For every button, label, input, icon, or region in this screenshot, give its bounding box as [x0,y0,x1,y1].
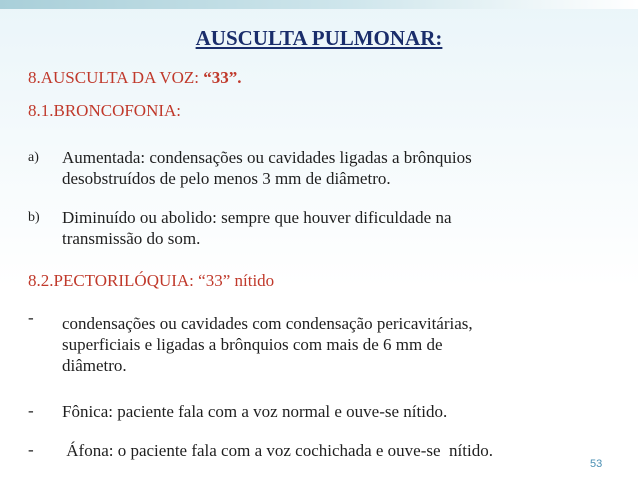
item-b-text [62,207,452,249]
slide-title: AUSCULTA PULMONAR: [195,26,443,50]
dash-item-1-text [62,313,473,376]
top-accent-bar [0,0,638,9]
dash-item-1-line-1: condensações ou cavidades com condensação pericavitárias, [62,314,473,333]
item-b-marker: b) [28,210,40,225]
item-a-line-1: Aumentada: condensações ou cavidades ligadas a brônquios [62,148,472,167]
dash-item-3-text: Áfona: o paciente fala com a voz cochichada e ouve-se nítido. [62,441,493,460]
page-number: 53 [590,458,603,470]
section-8-1-heading: 8.1.BRONCOFONIA: [28,101,182,120]
section-8-value: “33”. [203,68,242,87]
dash-item-2-marker: - [28,401,34,420]
item-a-line-2: desobstruídos de pelo menos 3 mm de diâmetro. [62,169,391,188]
item-a-text [62,147,472,189]
dash-item-1-line-3: diâmetro. [62,356,127,375]
section-8-heading [28,68,242,88]
item-a-marker: a) [28,150,39,165]
dash-item-1-marker: - [28,308,34,327]
dash-item-1-line-2: superficiais e ligadas a brônquios com mais de 6 mm de [62,335,443,354]
item-b-line-2: transmissão do som. [62,229,201,248]
section-8-label: 8.AUSCULTA DA VOZ: [28,68,204,87]
dash-item-3-marker: - [28,440,34,459]
section-8-2-heading: 8.2.PECTORILÓQUIA: “33” nítido [28,271,275,290]
item-b-line-1: Diminuído ou abolido: sempre que houver dificuldade na [62,208,452,227]
dash-item-2-text: Fônica: paciente fala com a voz normal e ouve-se nítido. [62,402,448,421]
